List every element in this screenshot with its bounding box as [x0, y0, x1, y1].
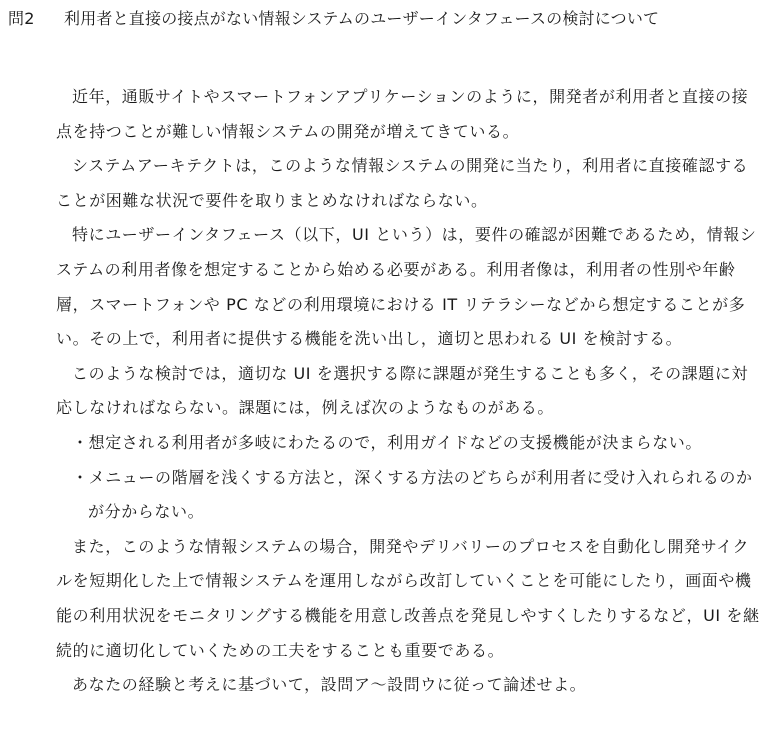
paragraph-intro: 近年，通販サイトやスマートフォンアプリケーションのように，開発者が利用者と直接の接点を持つことが難しい情報システムの開発が増えてきている。	[56, 87, 749, 141]
issue-list	[56, 426, 764, 530]
question-body	[56, 80, 764, 703]
paragraph-instruction: あなたの経験と考えに基づいて，設問ア～設問ウに従って論述せよ。	[72, 675, 587, 695]
paragraph-issues: このような検討では，適切な UI を選択する際に課題が発生することも多く，その課題に対応しなければならない。課題には，例えば次のようなものがある。	[56, 363, 749, 418]
question-heading	[8, 8, 659, 30]
question-number: 問2	[8, 9, 35, 28]
paragraph-continuous-improvement: また，このような情報システムの場合，開発やデリバリーのプロセスを自動化し開発サイクルを短期化した上で情報システムを運用しながら改訂していくことを可能にしたり，画面や機能の利用状況をモニタリングする機能を用意し改善点を発見しやすくしたりするなど，UI を継続的に適切化していくための工夫をすることも重要である。	[56, 536, 760, 660]
question-title: 利用者と直接の接点がない情報システムのユーザーインタフェースの検討について	[64, 9, 660, 28]
paragraph-architect: システムアーキテクトは，このような情報システムの開発に当たり，利用者に直接確認することが困難な状況で要件を取りまとめなければならない。	[56, 156, 749, 210]
paragraph-ui: 特にユーザーインタフェース（以下，UI という）は，要件の確認が困難であるため，情報システムの利用者像を想定することから始める必要がある。利用者像は，利用者の性別や年齢層，スマートフォンや PC などの利用環境における IT リテラシーなどから想定することが多い。その上で，利用者に提供する機能を洗い出し，適切と思われる UI を検討する。	[56, 225, 757, 349]
issue-item-menu: ・メニューの階層を浅くする方法と，深くする方法のどちらが利用者に受け入れられるのかが分からない。	[72, 467, 753, 522]
issue-item-support: ・想定される利用者が多岐にわたるので，利用ガイドなどの支援機能が決まらない。	[72, 432, 703, 452]
